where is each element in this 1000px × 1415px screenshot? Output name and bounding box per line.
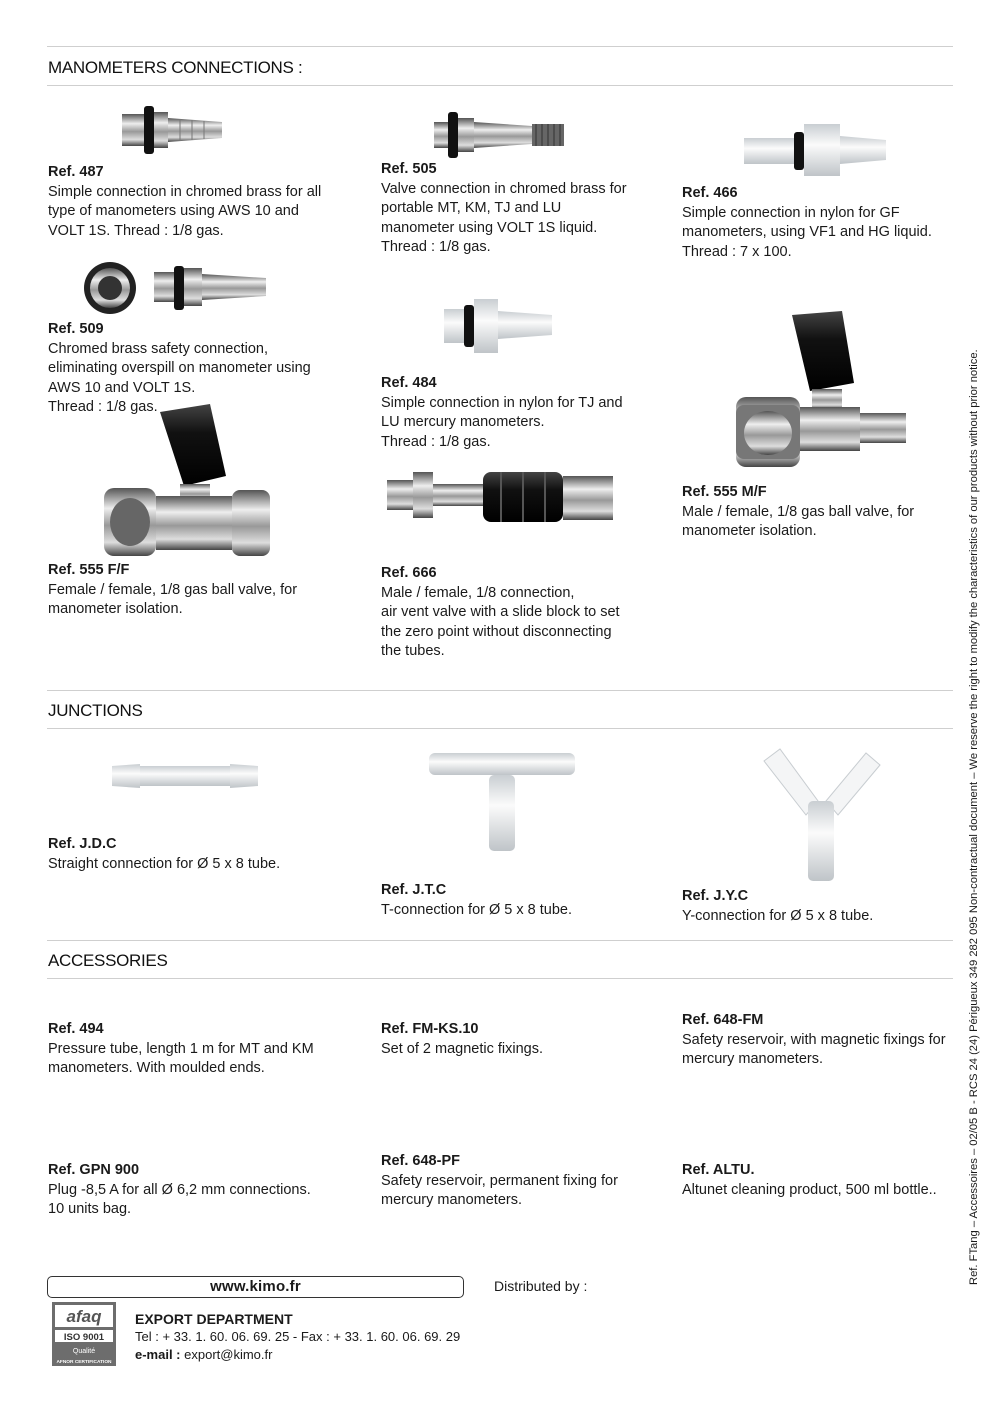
ref-label: Ref. GPN 900 (48, 1162, 140, 1178)
ref-label: Ref. 505 (381, 161, 437, 177)
logo-quality: Qualité (72, 1348, 96, 1355)
product-description: Plug -8,5 A for all Ø 6,2 mm connections. 10 units bag. (48, 1181, 311, 1217)
website-link[interactable]: www.kimo.fr (47, 1276, 464, 1298)
ref-label: Ref. 555 M/F (682, 484, 767, 500)
product-555ff (48, 561, 297, 620)
product-description: Female / female, 1/8 gas ball valve, for manometer isolation. (48, 581, 298, 617)
section-rule (47, 978, 953, 979)
connector-505-image (432, 106, 572, 164)
product-jdc (48, 835, 280, 874)
ball-valve-555mf-image (730, 305, 910, 475)
ref-label: Ref. 555 F/F (48, 562, 130, 578)
ref-label: Ref. ALTU. (682, 1162, 755, 1178)
section-rule (47, 728, 953, 729)
product-description: T-connection for Ø 5 x 8 tube. (381, 901, 573, 918)
product-gpn900 (48, 1161, 311, 1220)
product-jtc (381, 881, 572, 920)
product-description: Altunet cleaning product, 500 ml bottle.. (682, 1181, 937, 1198)
product-description: Set of 2 magnetic fixings. (381, 1040, 543, 1057)
connector-509-image (80, 258, 280, 318)
product-description: Y-connection for Ø 5 x 8 tube. (682, 907, 874, 924)
connector-666-image (383, 462, 623, 532)
product-666 (381, 564, 620, 662)
phone-fax: Tel : + 33. 1. 60. 06. 69. 25 - Fax : + 33. 1. 60. 06. 69. 29 (135, 1329, 461, 1344)
section-title-manometers: MANOMETERS CONNECTIONS : (48, 58, 303, 77)
legal-side-text: Ref. FTang – Accessoires – 02/05 B - RCS 24 (24) Périgueux 349 282 095 Non-contractual document – We reserve the right to modify the characteristics of our products without prior notice. (968, 349, 980, 1285)
product-description: Pressure tube, length 1 m for MT and KM manometers. With moulded ends. (48, 1040, 314, 1076)
connector-466-image (740, 120, 890, 180)
connector-484-image (440, 295, 560, 357)
product-484 (381, 374, 623, 452)
distributed-by-label: Distributed by : (494, 1278, 588, 1294)
product-494 (48, 1020, 314, 1079)
product-description: Safety reservoir, permanent fixing for mercury manometers. (381, 1172, 618, 1208)
ref-label: Ref. 484 (381, 375, 437, 391)
t-junction-image (425, 745, 580, 855)
ref-label: Ref. FM-KS.10 (381, 1021, 479, 1037)
section-rule (47, 690, 953, 691)
ref-label: Ref. 666 (381, 565, 437, 581)
email-label: e-mail : (135, 1347, 181, 1362)
product-description: Male / female, 1/8 connection, air vent valve with a slide block to set the zero point without disconnecting the tubes. (381, 584, 620, 659)
product-jyc (682, 887, 873, 926)
logo-cert: AFNOR CERTIFICATION (56, 1360, 112, 1365)
ref-label: Ref. 487 (48, 164, 104, 180)
section-rule (47, 85, 953, 86)
y-junction-image (760, 745, 885, 885)
ref-label: Ref. 466 (682, 185, 738, 201)
straight-junction-image (110, 758, 260, 794)
product-fmks10 (381, 1020, 543, 1059)
section-title-junctions: JUNCTIONS (48, 701, 143, 720)
ref-label: Ref. J.T.C (381, 882, 447, 898)
email-link[interactable]: export@kimo.fr (184, 1347, 273, 1362)
ball-valve-555ff-image (100, 400, 275, 565)
ref-label: Ref. J.D.C (48, 836, 117, 852)
ref-label: Ref. 509 (48, 321, 104, 337)
ref-label: Ref. 494 (48, 1021, 104, 1037)
product-648pf (381, 1152, 618, 1211)
top-rule (47, 46, 953, 47)
product-description: Safety reservoir, with magnetic fixings for mercury manometers. (682, 1031, 946, 1067)
product-altu (682, 1161, 937, 1200)
connector-487-image (118, 100, 228, 160)
product-description: Straight connection for Ø 5 x 8 tube. (48, 855, 281, 872)
afaq-iso-logo (52, 1302, 116, 1366)
section-rule (47, 940, 953, 941)
logo-brand: afaq (66, 1307, 102, 1326)
product-description: Simple connection in nylon for TJ and LU mercury manometers. Thread : 1/8 gas. (381, 394, 623, 450)
export-contact (135, 1310, 460, 1364)
product-description: Valve connection in chromed brass for portable MT, KM, TJ and LU manometer using VOLT 1S liquid. Thread : 1/8 gas. (381, 180, 627, 255)
ref-label: Ref. J.Y.C (682, 888, 749, 904)
product-description: Chromed brass safety connection, eliminating overspill on manometer using AWS 10 and VOLT 1S. Thread : 1/8 gas. (48, 340, 311, 415)
product-487 (48, 163, 321, 241)
product-505 (381, 160, 627, 258)
product-509 (48, 320, 311, 418)
product-648fm (682, 1011, 946, 1070)
product-description: Male / female, 1/8 gas ball valve, for manometer isolation. (682, 503, 915, 539)
ref-label: Ref. 648-FM (682, 1012, 764, 1028)
product-466 (682, 184, 932, 262)
section-title-accessories: ACCESSORIES (48, 951, 168, 970)
ref-label: Ref. 648-PF (381, 1153, 460, 1169)
logo-iso: ISO 9001 (63, 1332, 105, 1343)
export-title: EXPORT DEPARTMENT (135, 1311, 293, 1327)
product-555mf (682, 483, 914, 542)
product-description: Simple connection in chromed brass for all type of manometers using AWS 10 and VOLT 1S. Thread : 1/8 gas. (48, 183, 322, 239)
product-description: Simple connection in nylon for GF manometers, using VF1 and HG liquid. Thread : 7 x 100. (682, 204, 932, 260)
